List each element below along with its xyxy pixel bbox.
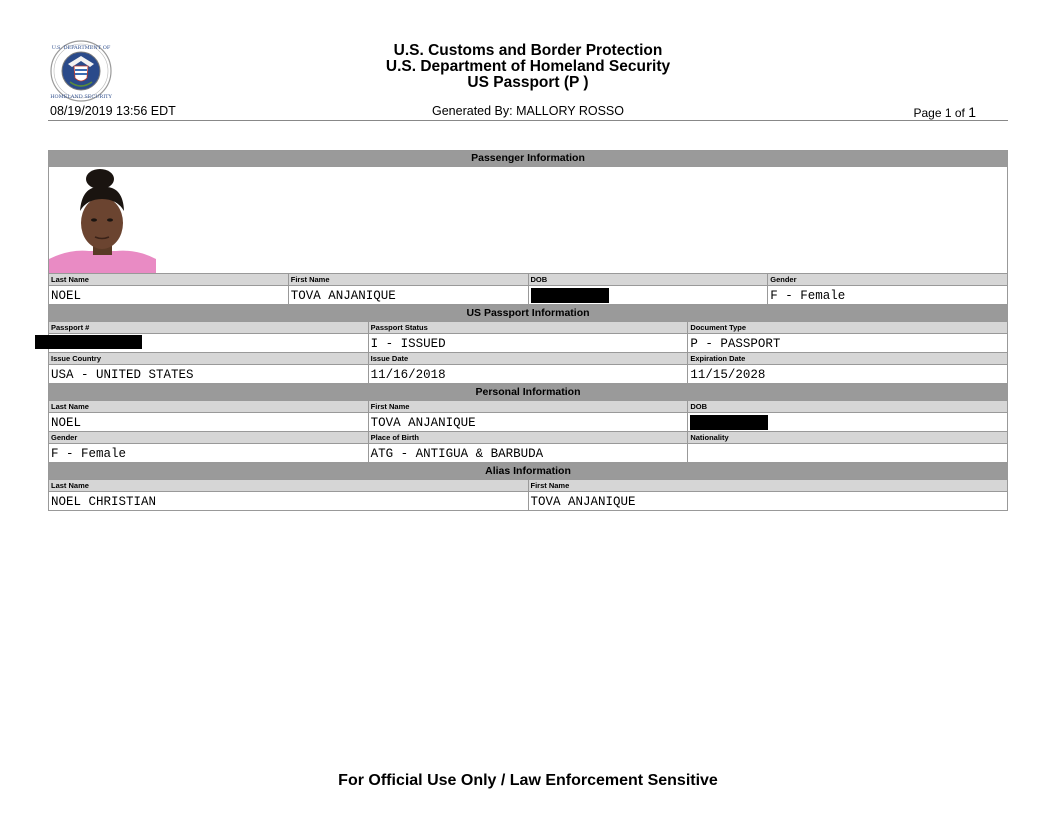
label-passport-status: Passport Status xyxy=(368,322,688,334)
value-issue-date: 11/16/2018 xyxy=(368,365,688,384)
generated-by: Generated By: MALLORY ROSSO xyxy=(432,104,624,118)
value-passport-status: I - ISSUED xyxy=(368,334,688,353)
report-body xyxy=(48,150,1008,511)
redaction-box xyxy=(531,288,609,303)
header-divider xyxy=(48,120,1008,121)
redaction-box xyxy=(35,335,142,349)
value-alias-first-name: TOVA ANJANIQUE xyxy=(528,492,1008,511)
value-gender: F - Female xyxy=(49,444,369,463)
value-first-name: TOVA ANJANIQUE xyxy=(368,413,688,432)
alias-table xyxy=(48,463,1008,511)
label-last-name: Last Name xyxy=(49,274,289,286)
document-title: US Passport (P ) xyxy=(467,74,589,91)
alias-section-title: Alias Information xyxy=(49,464,1008,480)
label-nationality: Nationality xyxy=(688,432,1008,444)
value-passport-number xyxy=(49,334,369,353)
passenger-table xyxy=(48,150,1008,305)
generated-timestamp: 08/19/2019 13:56 EDT xyxy=(50,104,176,118)
value-dob xyxy=(688,413,1008,432)
value-last-name: NOEL xyxy=(49,413,369,432)
personal-table xyxy=(48,384,1008,463)
personal-section-title: Personal Information xyxy=(49,385,1008,401)
passport-table xyxy=(48,305,1008,384)
label-gender: Gender xyxy=(768,274,1008,286)
label-passport-number: Passport # xyxy=(49,322,369,334)
label-first-name: First Name xyxy=(368,401,688,413)
value-nationality xyxy=(688,444,1008,463)
label-issue-date: Issue Date xyxy=(368,353,688,365)
label-issue-country: Issue Country xyxy=(49,353,369,365)
passport-section-title: US Passport Information xyxy=(49,306,1008,322)
label-expiration-date: Expiration Date xyxy=(688,353,1008,365)
svg-text:HOMELAND SECURITY: HOMELAND SECURITY xyxy=(50,94,112,100)
label-place-of-birth: Place of Birth xyxy=(368,432,688,444)
value-document-type: P - PASSPORT xyxy=(688,334,1008,353)
value-place-of-birth: ATG - ANTIGUA & BARBUDA xyxy=(368,444,688,463)
value-issue-country: USA - UNITED STATES xyxy=(49,365,369,384)
svg-text:U.S. DEPARTMENT OF: U.S. DEPARTMENT OF xyxy=(51,45,111,51)
label-gender: Gender xyxy=(49,432,369,444)
page-indicator xyxy=(913,104,976,120)
official-use-notice: For Official Use Only / Law Enforcement Sensitive xyxy=(338,772,718,789)
report-titles xyxy=(0,43,1056,91)
redaction-box xyxy=(690,415,768,430)
value-alias-last-name: NOEL CHRISTIAN xyxy=(49,492,529,511)
page-total: 1 xyxy=(968,104,976,120)
passenger-section-title: Passenger Information xyxy=(49,151,1008,167)
label-alias-first-name: First Name xyxy=(528,480,1008,492)
value-expiration-date: 11/15/2028 xyxy=(688,365,1008,384)
value-first-name: TOVA ANJANIQUE xyxy=(288,286,528,305)
agency-title: U.S. Customs and Border Protection xyxy=(393,42,663,59)
label-document-type: Document Type xyxy=(688,322,1008,334)
label-alias-last-name: Last Name xyxy=(49,480,529,492)
page-label: Page 1 of xyxy=(913,106,965,120)
department-title: U.S. Department of Homeland Security xyxy=(385,58,671,75)
photo-cell xyxy=(49,167,1008,274)
label-dob: DOB xyxy=(528,274,768,286)
label-first-name: First Name xyxy=(288,274,528,286)
label-dob: DOB xyxy=(688,401,1008,413)
value-gender: F - Female xyxy=(768,286,1008,305)
label-last-name: Last Name xyxy=(49,401,369,413)
value-last-name: NOEL xyxy=(49,286,289,305)
passenger-photo xyxy=(49,167,156,273)
value-dob xyxy=(528,286,768,305)
